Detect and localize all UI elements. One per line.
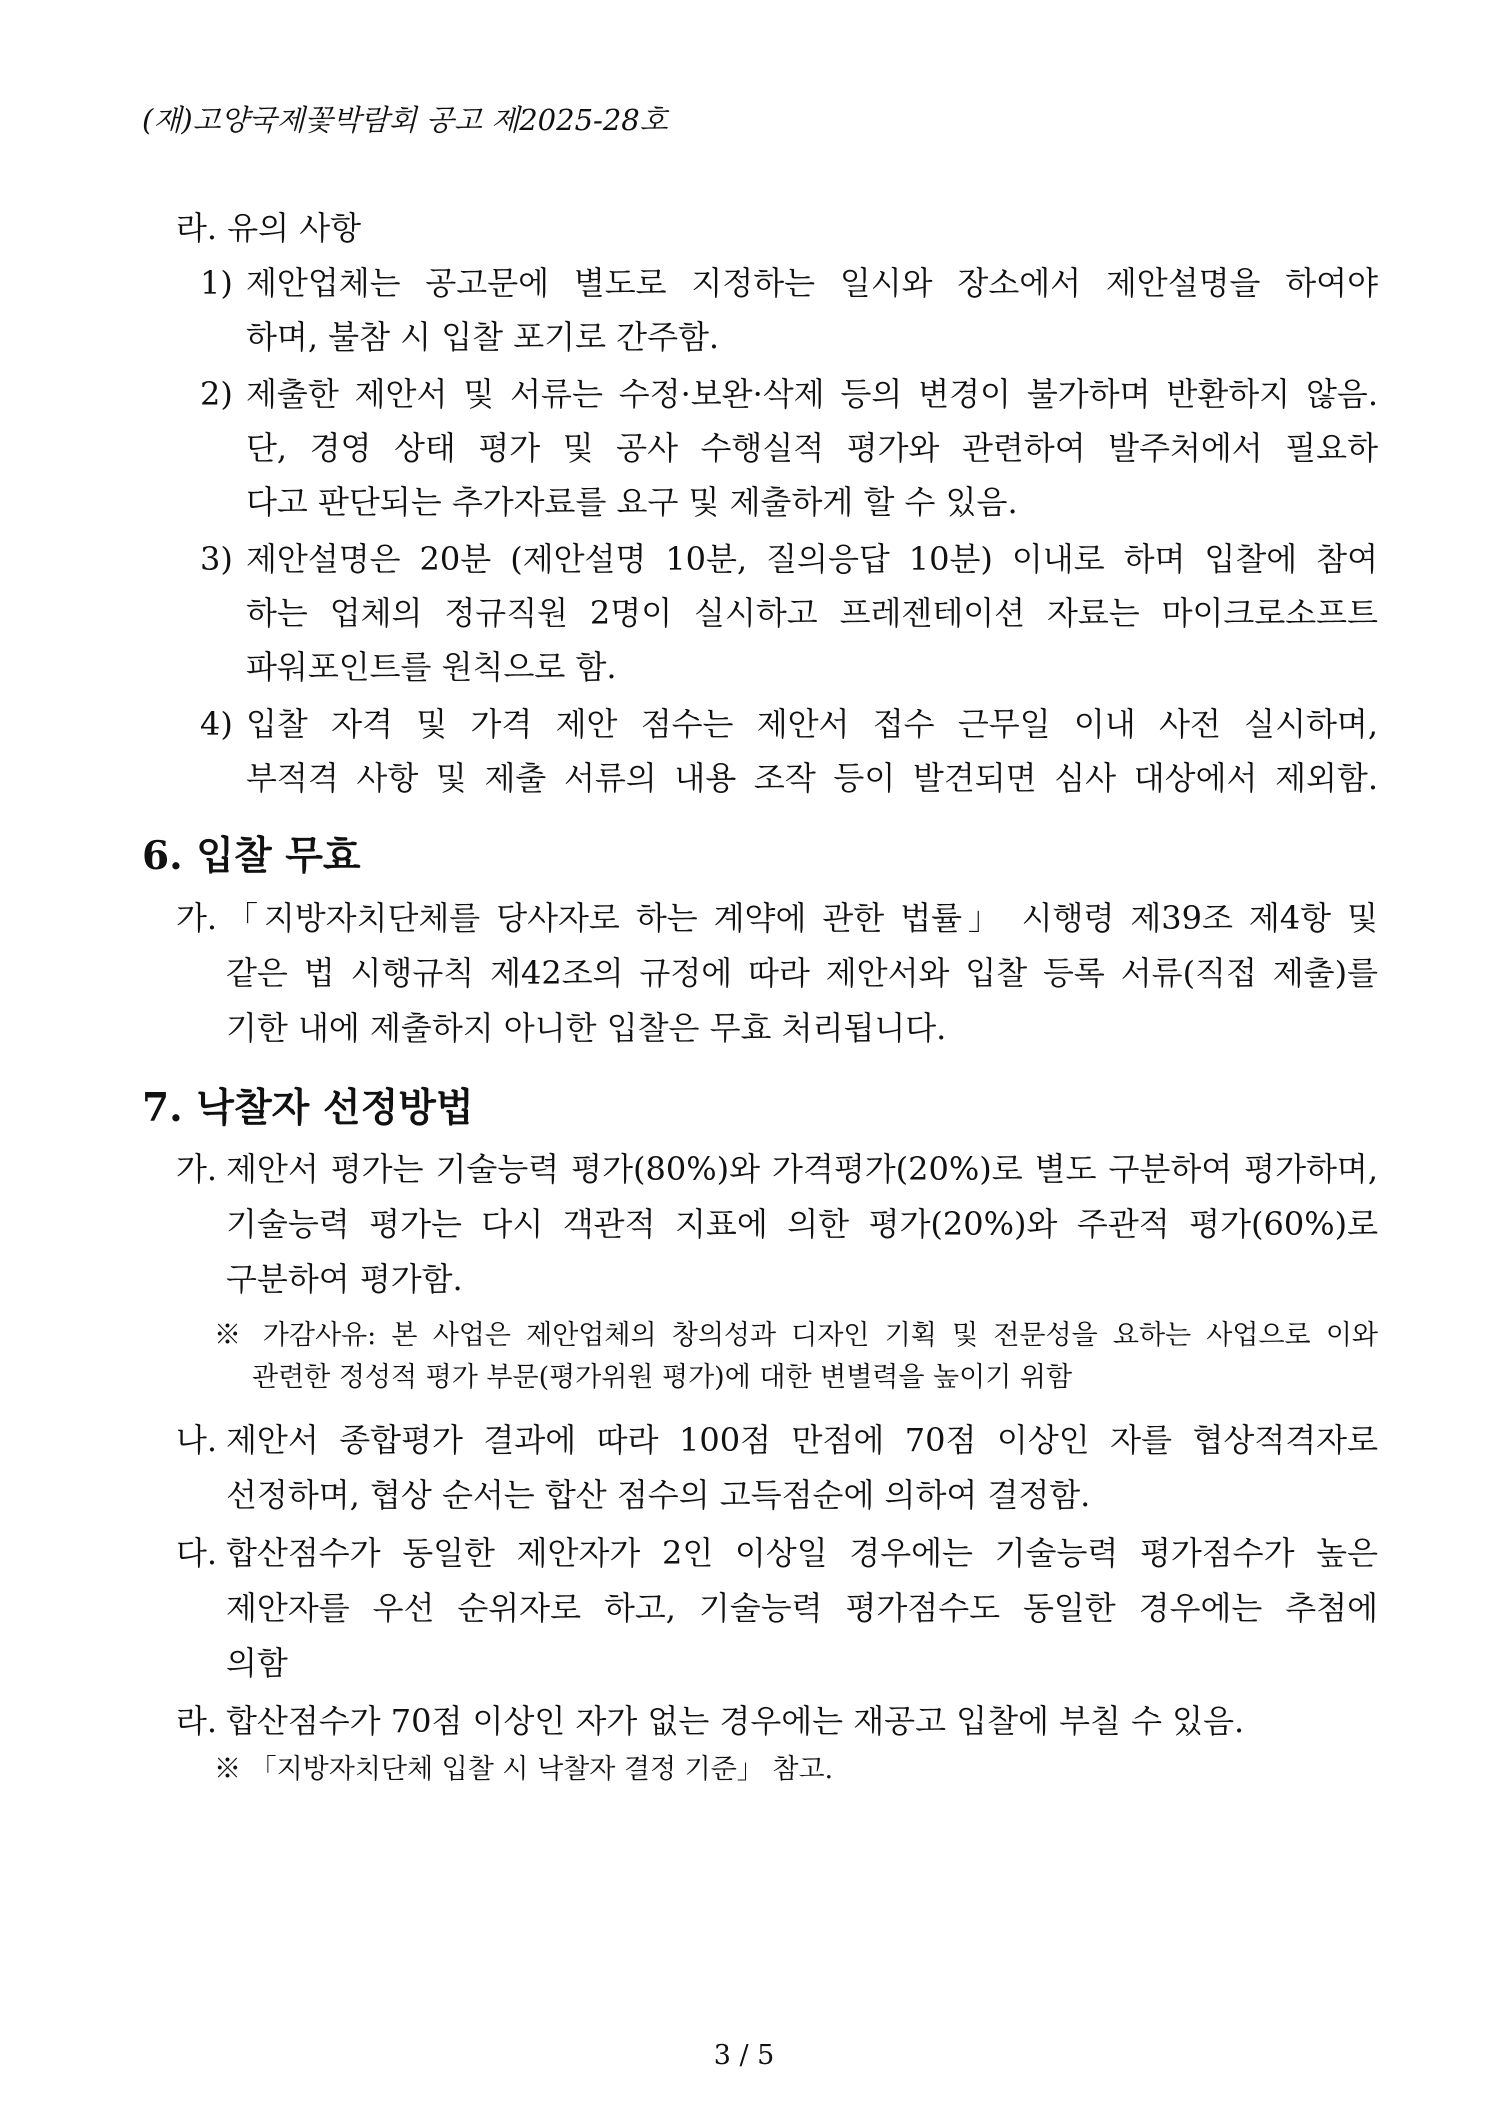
- section-7-heading: 7. 낙찰자 선정방법: [142, 1085, 474, 1131]
- item-2-number: 2): [200, 375, 233, 413]
- section-7-na-label: 나.: [176, 1421, 218, 1459]
- section-7-ra-label: 라.: [176, 1702, 218, 1740]
- item-2-line-2: 단, 경영 상태 평가 및 공사 수행실적 평가와 관련하여 발주처에서 필요하: [246, 429, 1378, 467]
- item-3-line-3: 파워포인트를 원칙으로 함.: [246, 648, 617, 686]
- section-6-ga-line-1: 「지방자치단체를 당사자로 하는 계약에 관한 법률」 시행령 제39조 제4항 및: [226, 899, 1378, 937]
- section-7-da-line-3: 의함: [226, 1644, 288, 1682]
- item-4-line-1: 입찰 자격 및 가격 제안 점수는 제안서 접수 근무일 이내 사전 실시하며,: [246, 705, 1378, 743]
- item-1-line-2: 하며, 불참 시 입찰 포기로 간주함.: [246, 318, 720, 356]
- section-7-da-line-2: 제안자를 우선 순위자로 하고, 기술능력 평가점수도 동일한 경우에는 추첨에: [226, 1589, 1378, 1627]
- section-6-ga-line-2: 같은 법 시행규칙 제42조의 규정에 따라 제안서와 입찰 등록 서류(직접 제출)를: [226, 954, 1378, 992]
- section-7-na-line-1: 제안서 종합평가 결과에 따라 100점 만점에 70점 이상인 자를 협상적격자로: [226, 1421, 1378, 1459]
- item-1-line-1: 제안업체는 공고문에 별도로 지정하는 일시와 장소에서 제안설명을 하여야: [246, 264, 1378, 302]
- item-3-line-2: 하는 업체의 정규직원 2명이 실시하고 프레젠테이션 자료는 마이크로소프트: [246, 594, 1378, 632]
- item-3-line-1: 제안설명은 20분 (제안설명 10분, 질의응답 10분) 이내로 하며 입찰에 참여: [246, 540, 1378, 578]
- section-6-ga-line-3: 기한 내에 제출하지 아니한 입찰은 무효 처리됩니다.: [226, 1009, 947, 1047]
- item-2-line-1: 제출한 제안서 및 서류는 수정·보완·삭제 등의 변경이 불가하며 반환하지 않음.: [246, 375, 1378, 413]
- section-ra-label: 라. 유의 사항: [176, 209, 362, 247]
- section-7-na-line-2: 선정하며, 협상 순서는 합산 점수의 고득점순에 의하여 결정함.: [226, 1476, 1091, 1514]
- item-3-number: 3): [200, 540, 233, 578]
- section-7-ga-line-3: 구분하여 평가함.: [226, 1260, 463, 1298]
- item-2-line-3: 다고 판단되는 추가자료를 요구 및 제출하게 할 수 있음.: [246, 483, 1018, 521]
- section-7-ga-note-line-2: 관련한 정성적 평가 부문(평가위원 평가)에 대한 변별력을 높이기 위함: [252, 1362, 1073, 1393]
- announcement-header: (재)고양국제꽃박람회 공고 제2025-28호: [142, 103, 668, 137]
- section-7-ra-note: ※ 「지방자치단체 입찰 시 낙찰자 결정 기준」 참고.: [214, 1754, 834, 1785]
- section-7-ga-label: 가.: [176, 1150, 218, 1188]
- section-6-heading: 6. 입찰 무효: [142, 833, 361, 879]
- section-7-ga-line-1: 제안서 평가는 기술능력 평가(80%)와 가격평가(20%)로 별도 구분하여 평가하며,: [226, 1150, 1378, 1188]
- section-7-ga-line-2: 기술능력 평가는 다시 객관적 지표에 의한 평가(20%)와 주관적 평가(60%)로: [226, 1205, 1378, 1243]
- page-number: 3 / 5: [713, 2040, 775, 2071]
- item-4-line-2: 부적격 사항 및 제출 서류의 내용 조작 등이 발견되면 심사 대상에서 제외함.: [246, 759, 1378, 797]
- item-1-number: 1): [200, 264, 233, 302]
- section-7-da-line-1: 합산점수가 동일한 제안자가 2인 이상일 경우에는 기술능력 평가점수가 높은: [226, 1534, 1378, 1572]
- section-7-ga-note-line-1: ※ 가감사유: 본 사업은 제안업체의 창의성과 디자인 기획 및 전문성을 요하는 사업으로 이와: [214, 1320, 1378, 1351]
- item-4-number: 4): [200, 705, 233, 743]
- section-6-ga-label: 가.: [176, 899, 218, 937]
- section-7-ra-line-1: 합산점수가 70점 이상인 자가 없는 경우에는 재공고 입찰에 부칠 수 있음.: [226, 1702, 1245, 1740]
- section-7-da-label: 다.: [176, 1534, 218, 1572]
